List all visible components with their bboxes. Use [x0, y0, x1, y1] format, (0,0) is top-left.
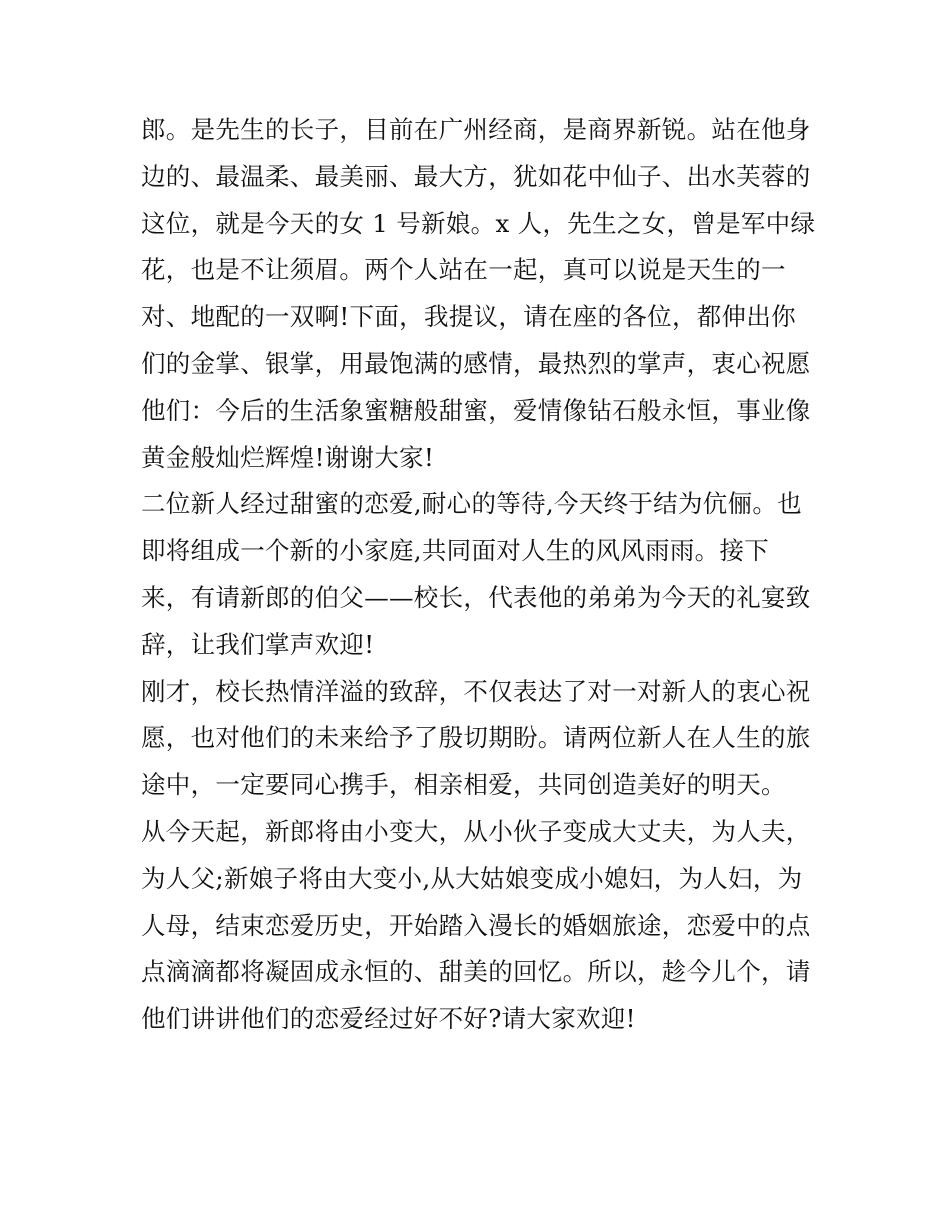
text-line: 花，也是不让须眉。两个人站在一起，真可以说是天生的一: [141, 255, 786, 285]
text-line: 点滴滴都将凝固成永恒的、甜美的回忆。所以，趁今儿个，请: [141, 957, 811, 987]
text-line: 郎。是先生的长子，目前在广州经商，是商界新锐。站在他身: [141, 115, 811, 144]
document-body: [141, 107, 821, 1043]
text-line: 他们：今后的生活象蜜糖般甜蜜，爱情像钻石般永恒，事业像: [141, 395, 811, 425]
text-line: 黄金般灿烂辉煌!谢谢大家!: [141, 442, 435, 472]
text-line: 刚才，校长热情洋溢的致辞，不仅表达了对一对新人的衷心祝: [141, 676, 811, 706]
text-line: 边的、最温柔、最美丽、最大方，犹如花中仙子、出水芙蓉的: [141, 161, 811, 191]
text-line: 对、地配的一双啊!下面，我提议，请在座的各位，都伸出你: [141, 302, 796, 332]
text-line: 辞，让我们掌声欢迎!: [141, 629, 375, 659]
text-line: 这位，就是今天的女 1 号新娘。x 人，先生之女，曾是军中绿: [141, 208, 816, 238]
text-line: 即将组成一个新的小家庭,共同面对人生的风风雨雨。接下: [141, 536, 770, 566]
text-line: 人母，结束恋爱历史，开始踏入漫长的婚姻旅途，恋爱中的点: [141, 910, 811, 940]
text-line: 二位新人经过甜蜜的恋爱,耐心的等待,今天终于结为伉俪。也: [141, 489, 802, 519]
text-line: 愿，也对他们的未来给予了殷切期盼。请两位新人在人生的旅: [141, 723, 811, 753]
text-line: 他们讲讲他们的恋爱经过好不好?请大家欢迎!: [141, 1004, 636, 1034]
text-line: 途中，一定要同心携手，相亲相爱，共同创造美好的明天。: [141, 770, 786, 800]
text-line: 为人父;新娘子将由大变小,从大姑娘变成小媳妇，为人妇，为: [141, 863, 803, 893]
text-line: 们的金掌、银掌，用最饱满的感情，最热烈的掌声，衷心祝愿: [141, 348, 811, 378]
text-line: 来，有请新郎的伯父——校长，代表他的弟弟为今天的礼宴致: [141, 582, 811, 612]
text-line: 从今天起，新郎将由小变大，从小伙子变成大丈夫，为人夫，: [141, 816, 811, 846]
